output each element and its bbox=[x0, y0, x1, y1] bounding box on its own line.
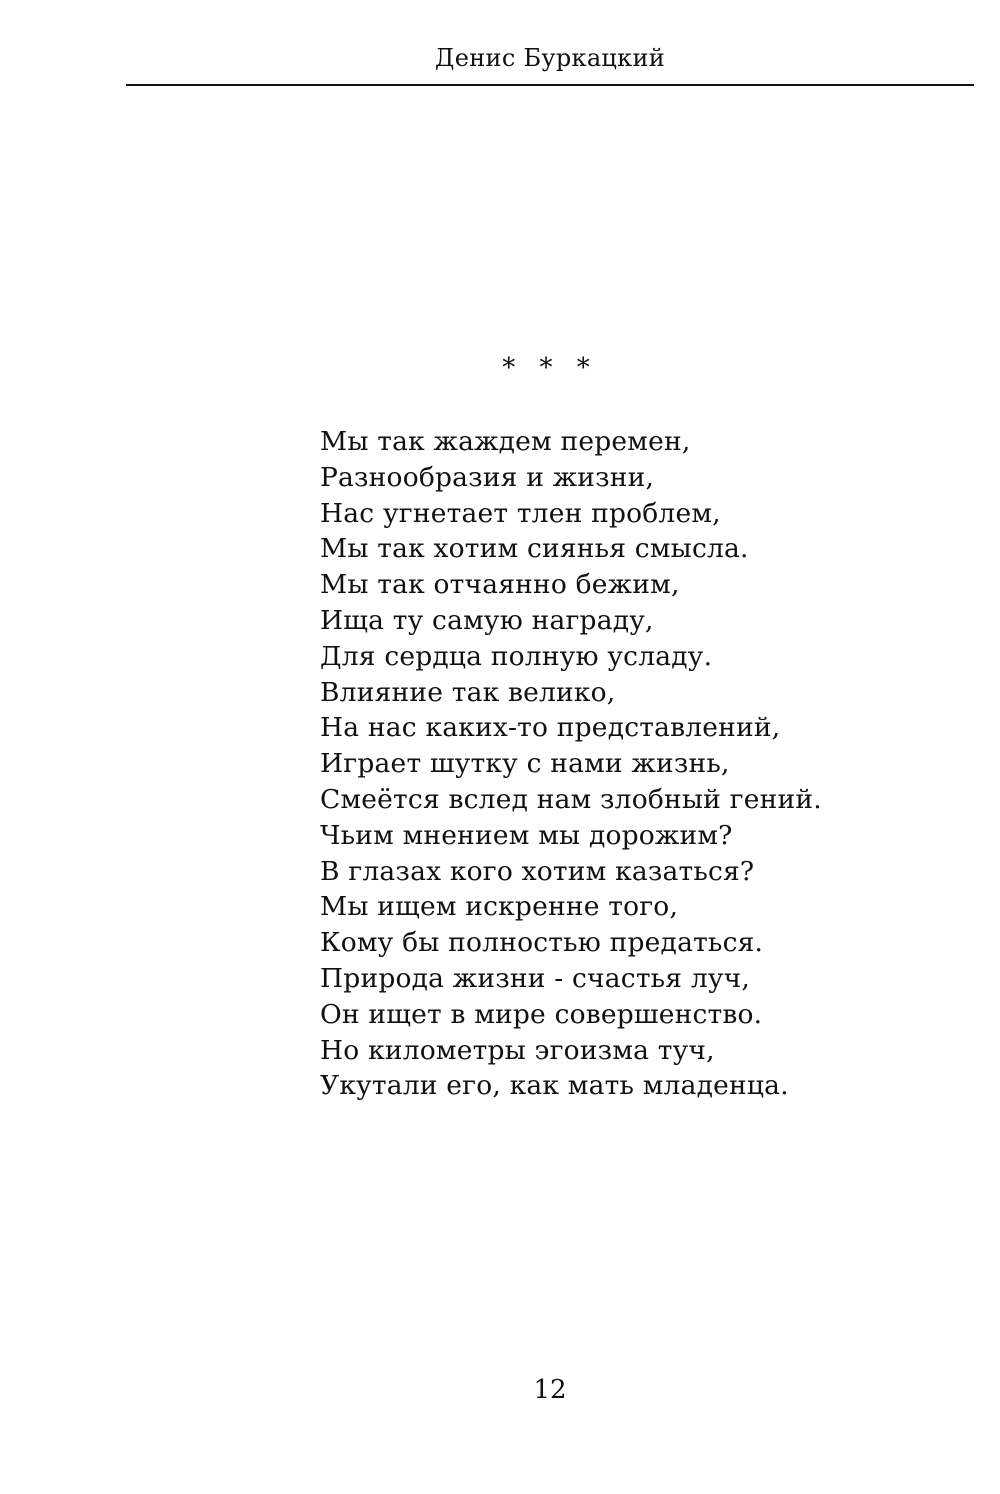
poem-line: Укутали его, как мать младенца. bbox=[320, 1070, 789, 1102]
poem-text bbox=[320, 424, 822, 1104]
poem-line: Но километры эгоизма туч, bbox=[320, 1034, 715, 1066]
poem-line: В глазах кого хотим казаться? bbox=[320, 855, 755, 887]
poem-line: Смеётся вслед нам злобный гений. bbox=[320, 783, 822, 815]
poem-line: Чьим мнением мы дорожим? bbox=[320, 819, 733, 851]
poem-line: Для сердца полную усладу. bbox=[320, 640, 713, 672]
poem-line: Влияние так велико, bbox=[320, 676, 616, 708]
poem-line: Мы так хотим сиянья смысла. bbox=[320, 533, 749, 565]
poem-line: Природа жизни - счастья луч, bbox=[320, 962, 751, 994]
page-number: 12 bbox=[533, 1375, 567, 1405]
section-separator: * * * bbox=[502, 353, 598, 383]
poem-line: Мы так отчаянно бежим, bbox=[320, 569, 680, 601]
poem-line: Нас угнетает тлен проблем, bbox=[320, 497, 721, 529]
poem-line: Мы ищем искренне того, bbox=[320, 891, 679, 923]
running-head-author: Денис Буркацкий bbox=[434, 44, 666, 72]
header-rule bbox=[126, 84, 974, 86]
poem-line: Разнообразия и жизни, bbox=[320, 461, 655, 493]
poem-line: На нас каких-то представлений, bbox=[320, 712, 781, 744]
poem-line: Кому бы полностью предаться. bbox=[320, 927, 764, 959]
poem-line: Ища ту самую награду, bbox=[320, 604, 654, 636]
poem-line: Играет шутку с нами жизнь, bbox=[320, 748, 730, 780]
poem-line: Он ищет в мире совершенство. bbox=[320, 998, 763, 1030]
poem-line: Мы так жаждем перемен, bbox=[320, 426, 691, 457]
